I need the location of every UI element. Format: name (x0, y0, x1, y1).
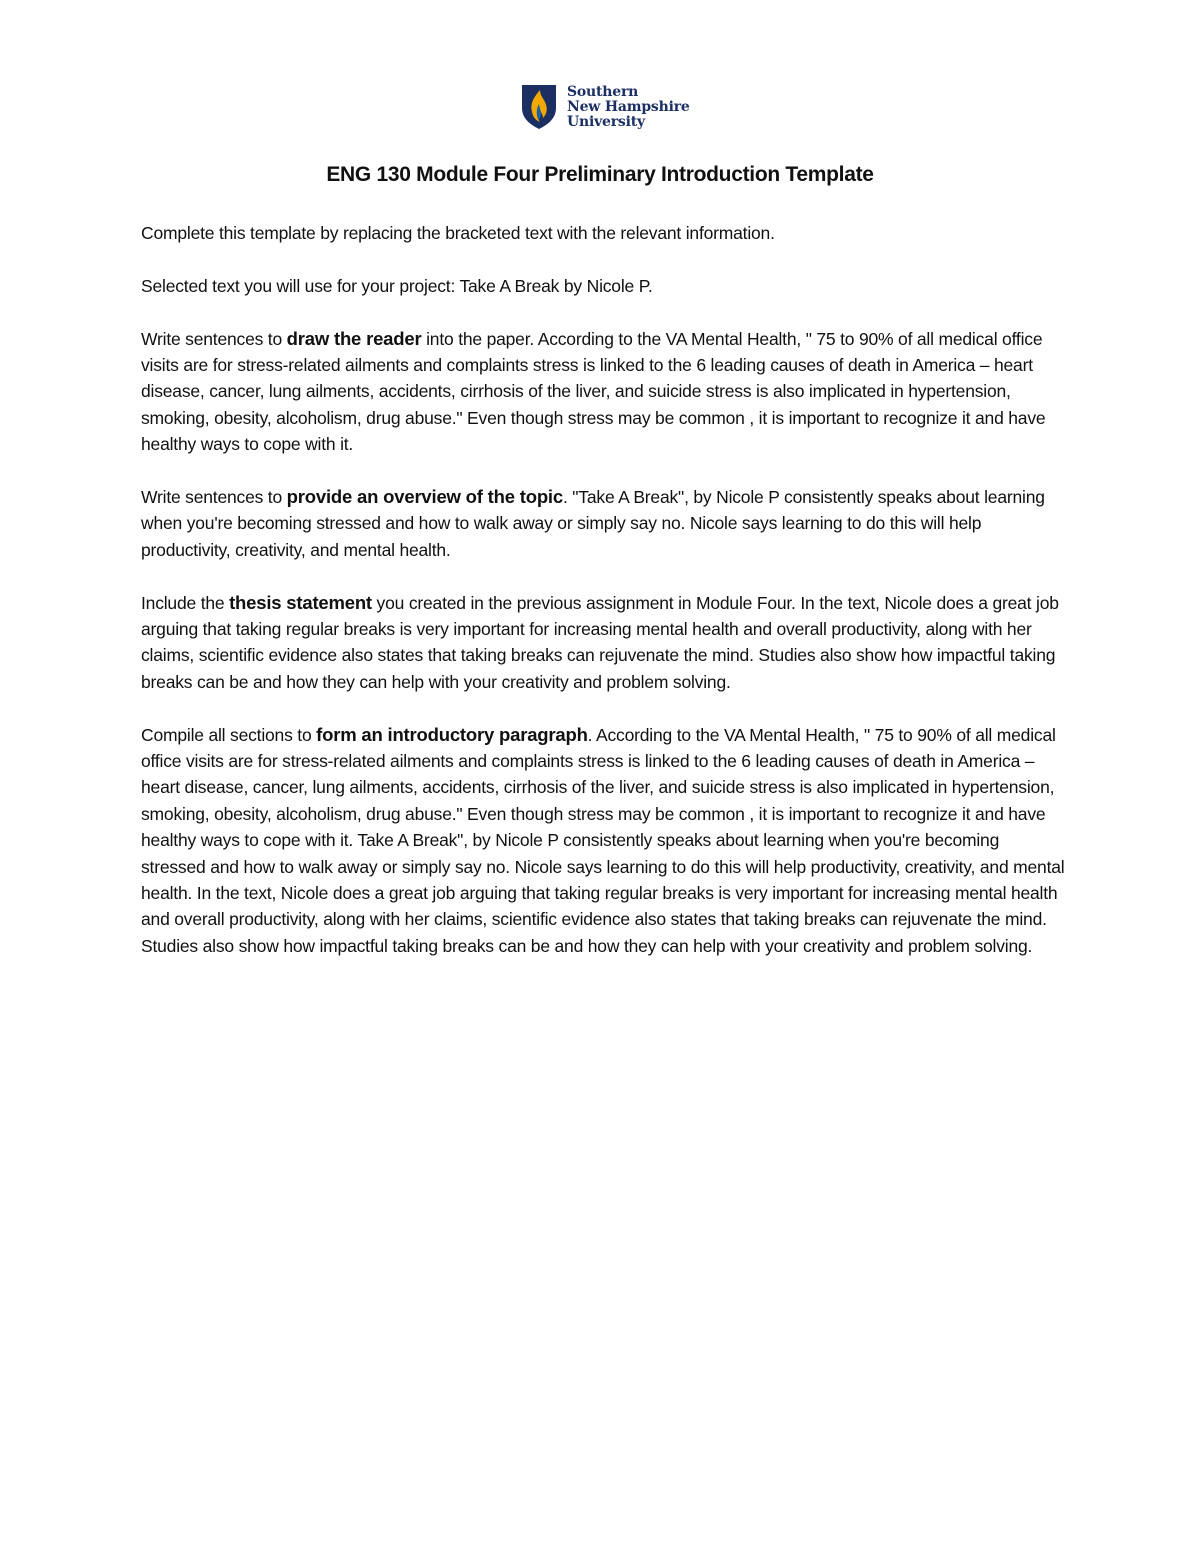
logo-line: University (567, 113, 645, 130)
logo-wordmark (567, 85, 690, 130)
paragraph-lead: Include the (141, 592, 230, 613)
paragraph-lead: Write sentences to (141, 487, 287, 508)
paragraph-text: . "Take A Break", by Nicole P consistently speaks about learning when you're becoming stressed and how to walk away or simply say no. Nicole says learning to do this will help productivity, creativity, and mental health. (141, 487, 1045, 560)
section-highlight: provide an overview of the topic (286, 486, 563, 508)
university-logo (521, 84, 690, 130)
document-body (141, 220, 1066, 986)
thesis-paragraph (141, 590, 1066, 696)
section-highlight: thesis statement (229, 591, 372, 613)
logo-line: New Hampshire (567, 98, 690, 115)
introductory-paragraph (141, 722, 1066, 960)
document-title: ENG 130 Module Four Preliminary Introduction Template (326, 163, 874, 186)
overview-paragraph (141, 484, 1066, 563)
selected-text-paragraph: Selected text you will use for your project: Take A Break by Nicole P. (141, 275, 653, 296)
section-highlight: form an introductory paragraph (316, 723, 588, 745)
flame-shield-icon (521, 84, 557, 130)
paragraph-text: into the paper. According to the VA Mental Health, " 75 to 90% of all medical office visits are for stress-related ailments and complaints stress is linked to the 6 leading causes of death in America – heart disease, cancer, lung ailments, accidents, cirrhosis of the liver, and suicide stress is also implicated in hypertension, smoking, obesity, alcoholism, drug abuse." Even though stress may be common , it is important to recognize it and have healthy ways to cope with it. (141, 328, 1046, 455)
paragraph-text: . According to the VA Mental Health, " 75 to 90% of all medical office visits are for stress-related ailments and complaints stress is linked to the 6 leading causes of death in America – heart disease, cancer, lung ailments, accidents, cirrhosis of the liver, and suicide stress is also implicated in hypertension, smoking, obesity, alcoholism, drug abuse." Even though stress may be common , it is important to recognize it and have healthy ways to cope with it. Take A Break", by Nicole P consistently speaks about learning when you're becoming stressed and how to walk away or simply say no. Nicole says learning to do this will help productivity, creativity, and mental health. In the text, Nicole does a great job arguing that taking regular breaks is very important for increasing mental health and overall productivity, along with her claims, scientific evidence also states that taking breaks can rejuvenate the mind. Studies also show how impactful taking breaks can be and how they can help with your creativity and problem solving. (141, 724, 1065, 956)
section-highlight: draw the reader (286, 327, 422, 349)
instructions-paragraph: Complete this template by replacing the bracketed text with the relevant information. (141, 223, 775, 243)
draw-reader-paragraph (141, 326, 1066, 458)
paragraph-lead: Compile all sections to (141, 724, 317, 745)
paragraph-lead: Write sentences to (141, 328, 287, 349)
logo-line: Southern (567, 83, 639, 100)
paragraph-text: you created in the previous assignment in Module Four. In the text, Nicole does a great job arguing that taking regular breaks is very important for increasing mental health and overall productivity, along with her claims, scientific evidence also states that taking breaks can rejuvenate the mind. Studies also show how impactful taking breaks can be and how they can help with your creativity and problem solving. (141, 592, 1059, 692)
